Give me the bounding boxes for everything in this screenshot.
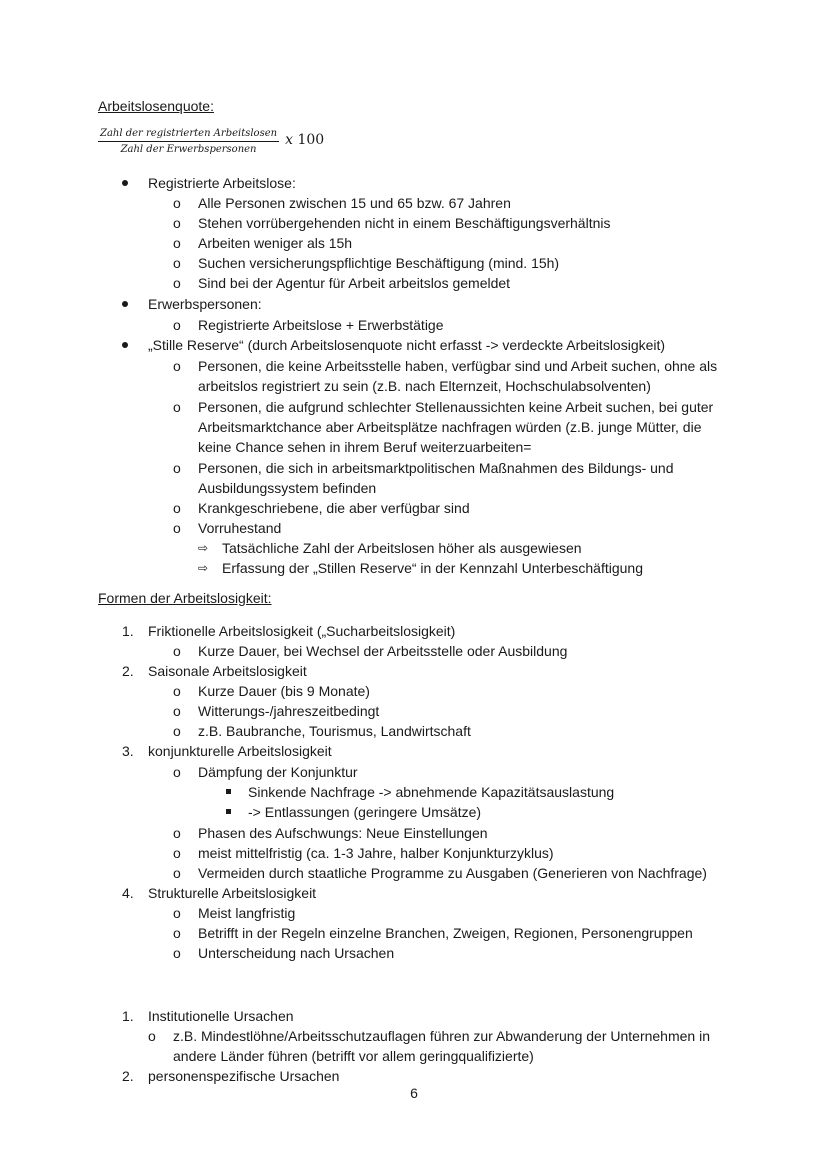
heading-arbeitslosenquote: Arbeitslosenquote: — [98, 98, 214, 114]
conclusion-item: Tatsächliche Zahl der Arbeitslosen höher als ausgewiesen — [222, 540, 582, 556]
heading-formen: Formen der Arbeitslosigkeit: — [98, 590, 272, 606]
circle-bullet-icon: o — [173, 764, 181, 780]
list-number: 1. — [122, 1008, 134, 1024]
arrow-right-icon: ⇨ — [198, 561, 209, 575]
square-bullet-icon — [226, 809, 231, 814]
sub-item-line: Vorruhestand — [198, 520, 282, 536]
circle-bullet-icon: o — [173, 520, 181, 536]
circle-bullet-icon: o — [173, 703, 181, 719]
circle-bullet-icon: o — [173, 275, 181, 291]
circle-bullet-icon: o — [148, 1028, 156, 1044]
circle-bullet-icon: o — [173, 845, 181, 861]
bullet-icon — [122, 180, 128, 186]
circle-bullet-icon: o — [173, 235, 181, 251]
circle-bullet-icon: o — [173, 215, 181, 231]
list-item-label: Erwerbspersonen: — [148, 296, 262, 312]
circle-bullet-icon: o — [173, 500, 181, 516]
circle-bullet-icon: o — [173, 358, 181, 374]
list-item-label: Friktionelle Arbeitslosigkeit („Sucharbeitslosigkeit) — [148, 623, 456, 639]
sub-item-line: z.B. Mindestlöhne/Arbeitsschutzauflagen führen zur Abwanderung der Unternehmen in — [173, 1028, 710, 1044]
sub-item-line: Personen, die keine Arbeitsstelle haben, verfügbar sind und Arbeit suchen, ohne als — [198, 358, 718, 374]
circle-bullet-icon: o — [173, 460, 181, 476]
sub-item-line: arbeitslos registriert zu sein (z.B. nach Elternzeit, Hochschulabsolventen) — [198, 378, 651, 394]
list-number: 3. — [122, 743, 134, 759]
sub-item: Kurze Dauer, bei Wechsel der Arbeitsstelle oder Ausbildung — [198, 643, 568, 659]
page-number: 6 — [410, 1085, 418, 1101]
list-item-label: „Stille Reserve“ (durch Arbeitslosenquote nicht erfasst -> verdeckte Arbeitslosigkeit) — [148, 337, 666, 353]
sub-item: meist mittelfristig (ca. 1-3 Jahre, halber Konjunkturzyklus) — [198, 845, 554, 861]
bullet-icon — [122, 342, 128, 348]
list-item-label: konjunkturelle Arbeitslosigkeit — [148, 743, 332, 759]
formula-value: 100 — [297, 131, 325, 148]
conclusion-item: Erfassung der „Stillen Reserve“ in der Kennzahl Unterbeschäftigung — [222, 560, 644, 576]
sub-item: Sind bei der Agentur für Arbeit arbeitslos gemeldet — [198, 275, 511, 291]
sub-item: Betrifft in der Regeln einzelne Branchen, Zweigen, Regionen, Personengruppen — [198, 925, 693, 941]
sub-item: Meist langfristig — [198, 905, 296, 921]
list-number: 1. — [122, 623, 134, 639]
sub-item-line: Ausbildungssystem befinden — [198, 480, 377, 496]
list-number: 2. — [122, 1068, 134, 1084]
formula — [98, 128, 324, 155]
square-bullet-icon — [226, 789, 231, 794]
square-item: -> Entlassungen (geringere Umsätze) — [248, 804, 482, 820]
circle-bullet-icon: o — [173, 945, 181, 961]
sub-item: Witterungs-/jahreszeitbedingt — [198, 703, 380, 719]
sub-item-line: Personen, die aufgrund schlechter Stellenaussichten keine Arbeit suchen, bei guter — [198, 399, 714, 415]
circle-bullet-icon: o — [173, 317, 181, 333]
circle-bullet-icon: o — [173, 905, 181, 921]
formula-fraction — [98, 128, 279, 155]
list-item-label: Registrierte Arbeitslose: — [148, 175, 296, 191]
sub-item: Vermeiden durch staatliche Programme zu Ausgaben (Generieren von Nachfrage) — [198, 865, 707, 881]
sub-item: Suchen versicherungspflichtige Beschäftigung (mind. 15h) — [198, 255, 560, 271]
circle-bullet-icon: o — [173, 723, 181, 739]
sub-item: z.B. Baubranche, Tourismus, Landwirtschaft — [198, 723, 471, 739]
sub-item-line: Personen, die sich in arbeitsmarktpolitischen Maßnahmen des Bildungs- und — [198, 460, 674, 476]
formula-x: x — [285, 131, 293, 148]
sub-item-line: keine Chance sehen in ihrem Beruf weiterzuarbeiten= — [198, 439, 532, 455]
circle-bullet-icon: o — [173, 865, 181, 881]
list-item-label: Strukturelle Arbeitslosigkeit — [148, 885, 317, 901]
formula-denominator: Zahl der Erwerbspersonen — [120, 144, 257, 155]
list-number: 2. — [122, 663, 134, 679]
formula-multiplier — [285, 132, 324, 148]
list-item-label: personenspezifische Ursachen — [148, 1068, 340, 1084]
sub-item: Dämpfung der Konjunktur — [198, 764, 358, 780]
arrow-right-icon: ⇨ — [198, 541, 209, 555]
square-item: Sinkende Nachfrage -> abnehmende Kapazitätsauslastung — [248, 784, 615, 800]
formula-numerator: Zahl der registrierten Arbeitslosen — [98, 128, 279, 142]
sub-item: Alle Personen zwischen 15 und 65 bzw. 67 Jahren — [198, 195, 511, 211]
circle-bullet-icon: o — [173, 683, 181, 699]
circle-bullet-icon: o — [173, 925, 181, 941]
circle-bullet-icon: o — [173, 195, 181, 211]
sub-item-line: andere Länder führen (betrifft vor allem geringqualifizierte) — [173, 1048, 534, 1064]
sub-item: Registrierte Arbeitslose + Erwerbstätige — [198, 317, 444, 333]
sub-item-line: Krankgeschriebene, die aber verfügbar sind — [198, 500, 470, 516]
circle-bullet-icon: o — [173, 399, 181, 415]
list-item-label: Saisonale Arbeitslosigkeit — [148, 663, 307, 679]
circle-bullet-icon: o — [173, 255, 181, 271]
sub-item: Arbeiten weniger als 15h — [198, 235, 353, 251]
sub-item: Phasen des Aufschwungs: Neue Einstellungen — [198, 825, 488, 841]
bullet-icon — [122, 301, 128, 307]
list-item-label: Institutionelle Ursachen — [148, 1008, 294, 1024]
sub-item: Stehen vorrübergehenden nicht in einem Beschäftigungsverhältnis — [198, 215, 611, 231]
sub-item: Unterscheidung nach Ursachen — [198, 945, 395, 961]
sub-item-line: Arbeitsmarktchance aber Arbeitsplätze nachfragen würden (z.B. junge Mütter, die — [198, 419, 702, 435]
list-number: 4. — [122, 885, 134, 901]
sub-item: Kurze Dauer (bis 9 Monate) — [198, 683, 370, 699]
circle-bullet-icon: o — [173, 825, 181, 841]
circle-bullet-icon: o — [173, 643, 181, 659]
